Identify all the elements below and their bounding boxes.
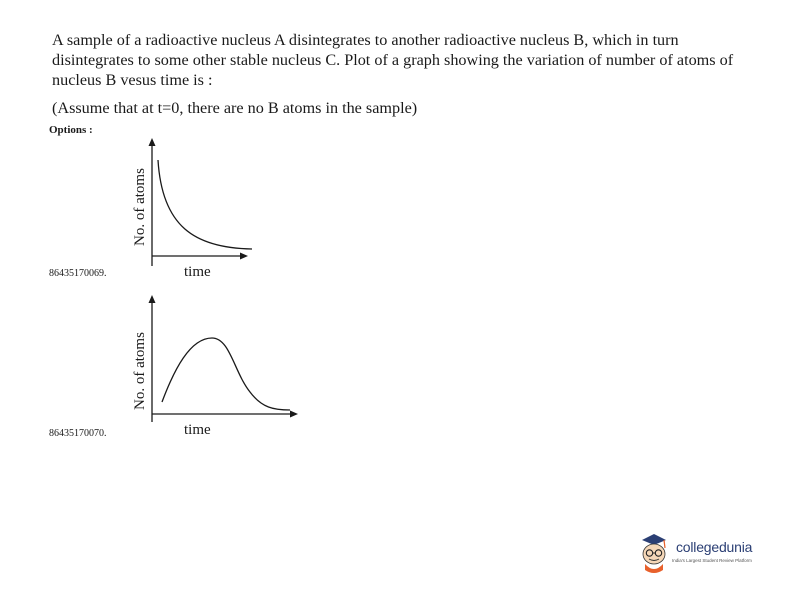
option-2-graph[interactable] xyxy=(112,292,312,442)
question-text: A sample of a radioactive nucleus A disintegrates to another radioactive nucleus B, which in turn disintegrates to some other stable nucleus C. Plot of a graph showing the variation of number of atoms of nucleus B vesus time is : xyxy=(52,31,734,89)
option-2-id[interactable]: 86435170070. xyxy=(49,428,107,439)
y-axis-label: No. of atoms xyxy=(132,332,148,410)
x-axis-label: time xyxy=(184,422,211,438)
y-axis-label: No. of atoms xyxy=(132,168,148,246)
options-label: Options : xyxy=(49,124,93,136)
logo-name: collegedunia xyxy=(676,539,753,555)
rise-fall-curve xyxy=(162,338,290,410)
x-axis-label: time xyxy=(184,264,211,280)
collegedunia-logo xyxy=(636,528,766,576)
x-axis-arrow xyxy=(240,253,248,260)
decay-curve xyxy=(158,160,252,249)
question-assumption: (Assume that at t=0, there are no B atoms in the sample) xyxy=(52,99,418,117)
x-axis-arrow xyxy=(290,411,298,418)
option-1-id[interactable]: 86435170069. xyxy=(49,268,107,279)
y-axis-arrow xyxy=(149,138,156,146)
option-1-graph[interactable] xyxy=(112,136,272,286)
mascot-icon xyxy=(636,530,672,576)
logo-tagline: India's Largest Student Review Platform xyxy=(672,558,752,563)
y-axis-arrow xyxy=(149,295,156,303)
